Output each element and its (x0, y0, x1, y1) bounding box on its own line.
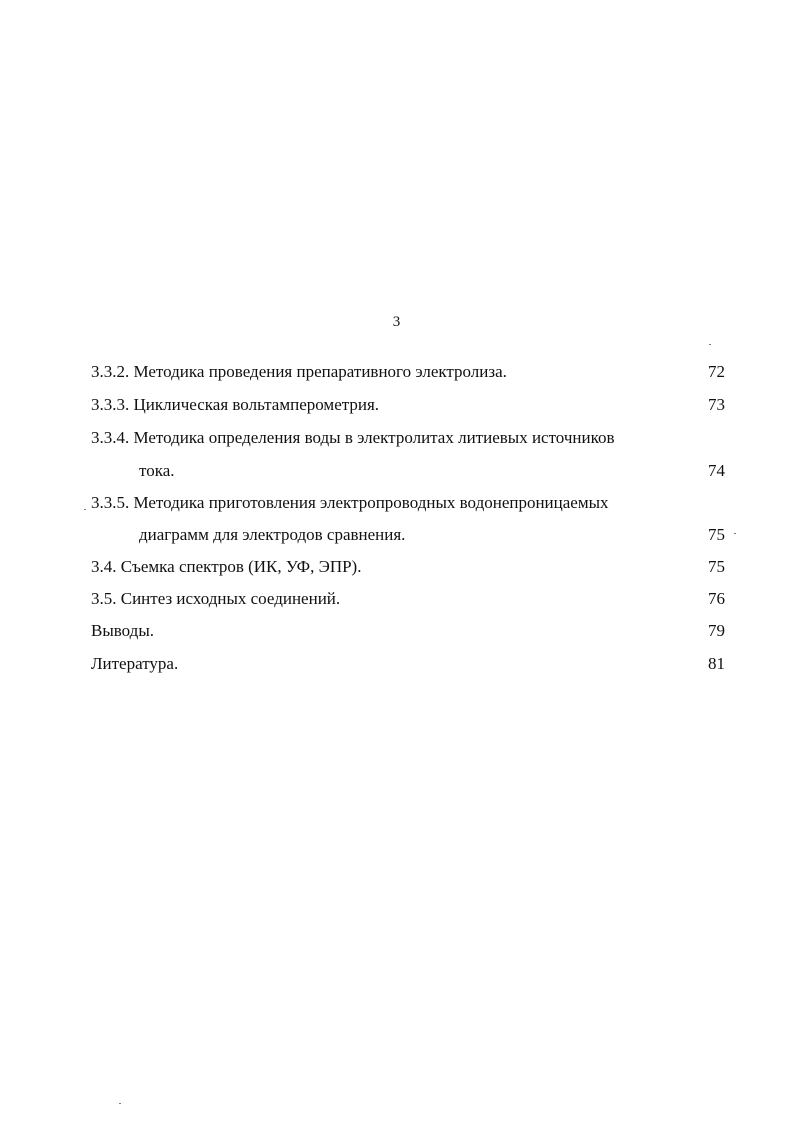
toc-entry-label: 3.3.3. Циклическая вольтамперометрия. (91, 395, 380, 414)
toc-entry-page: 75 (708, 557, 725, 576)
toc-entry (0, 555, 793, 579)
toc-entry-label: 3.3.5. Методика приготовления электропроводных водонепроницаемых (91, 493, 609, 512)
toc-entry-label: Литература. (91, 654, 179, 673)
toc-entry-page: 73 (708, 395, 725, 414)
toc-entry-continuation (0, 459, 793, 483)
toc-entry (0, 360, 793, 384)
scan-speck (734, 533, 736, 534)
toc-entry (0, 587, 793, 611)
toc-entry-continuation (0, 523, 793, 547)
scan-speck (709, 344, 711, 345)
scan-speck (84, 509, 86, 510)
toc-entry (0, 652, 793, 676)
toc-entry-label: 3.4. Съемка спектров (ИК, УФ, ЭПР). (91, 557, 362, 576)
toc-entry-page: 79 (708, 621, 725, 640)
toc-entry-label: 3.3.4. Методика определения воды в электролитах литиевых источников (91, 428, 615, 447)
toc-entry-page: 75 (708, 525, 725, 544)
toc-entry-page: 81 (708, 654, 725, 673)
toc-entry-label: 3.5. Синтез исходных соединений. (91, 589, 341, 608)
toc-entry (0, 426, 793, 450)
toc-entry (0, 619, 793, 643)
page-number: 3 (392, 314, 401, 330)
toc-entry (0, 393, 793, 417)
toc-entry-label: 3.3.2. Методика проведения препаративного электролиза. (91, 362, 507, 381)
toc-entry (0, 491, 793, 515)
toc-entry-page: 74 (708, 461, 725, 480)
toc-entry-label: диаграмм для электродов сравнения. (139, 525, 406, 544)
toc-entry-label: Выводы. (91, 621, 155, 640)
toc-entry-page: 72 (708, 362, 725, 381)
toc-entry-page: 76 (708, 589, 725, 608)
scan-speck (119, 1103, 121, 1104)
toc-entry-label: тока. (139, 461, 175, 480)
